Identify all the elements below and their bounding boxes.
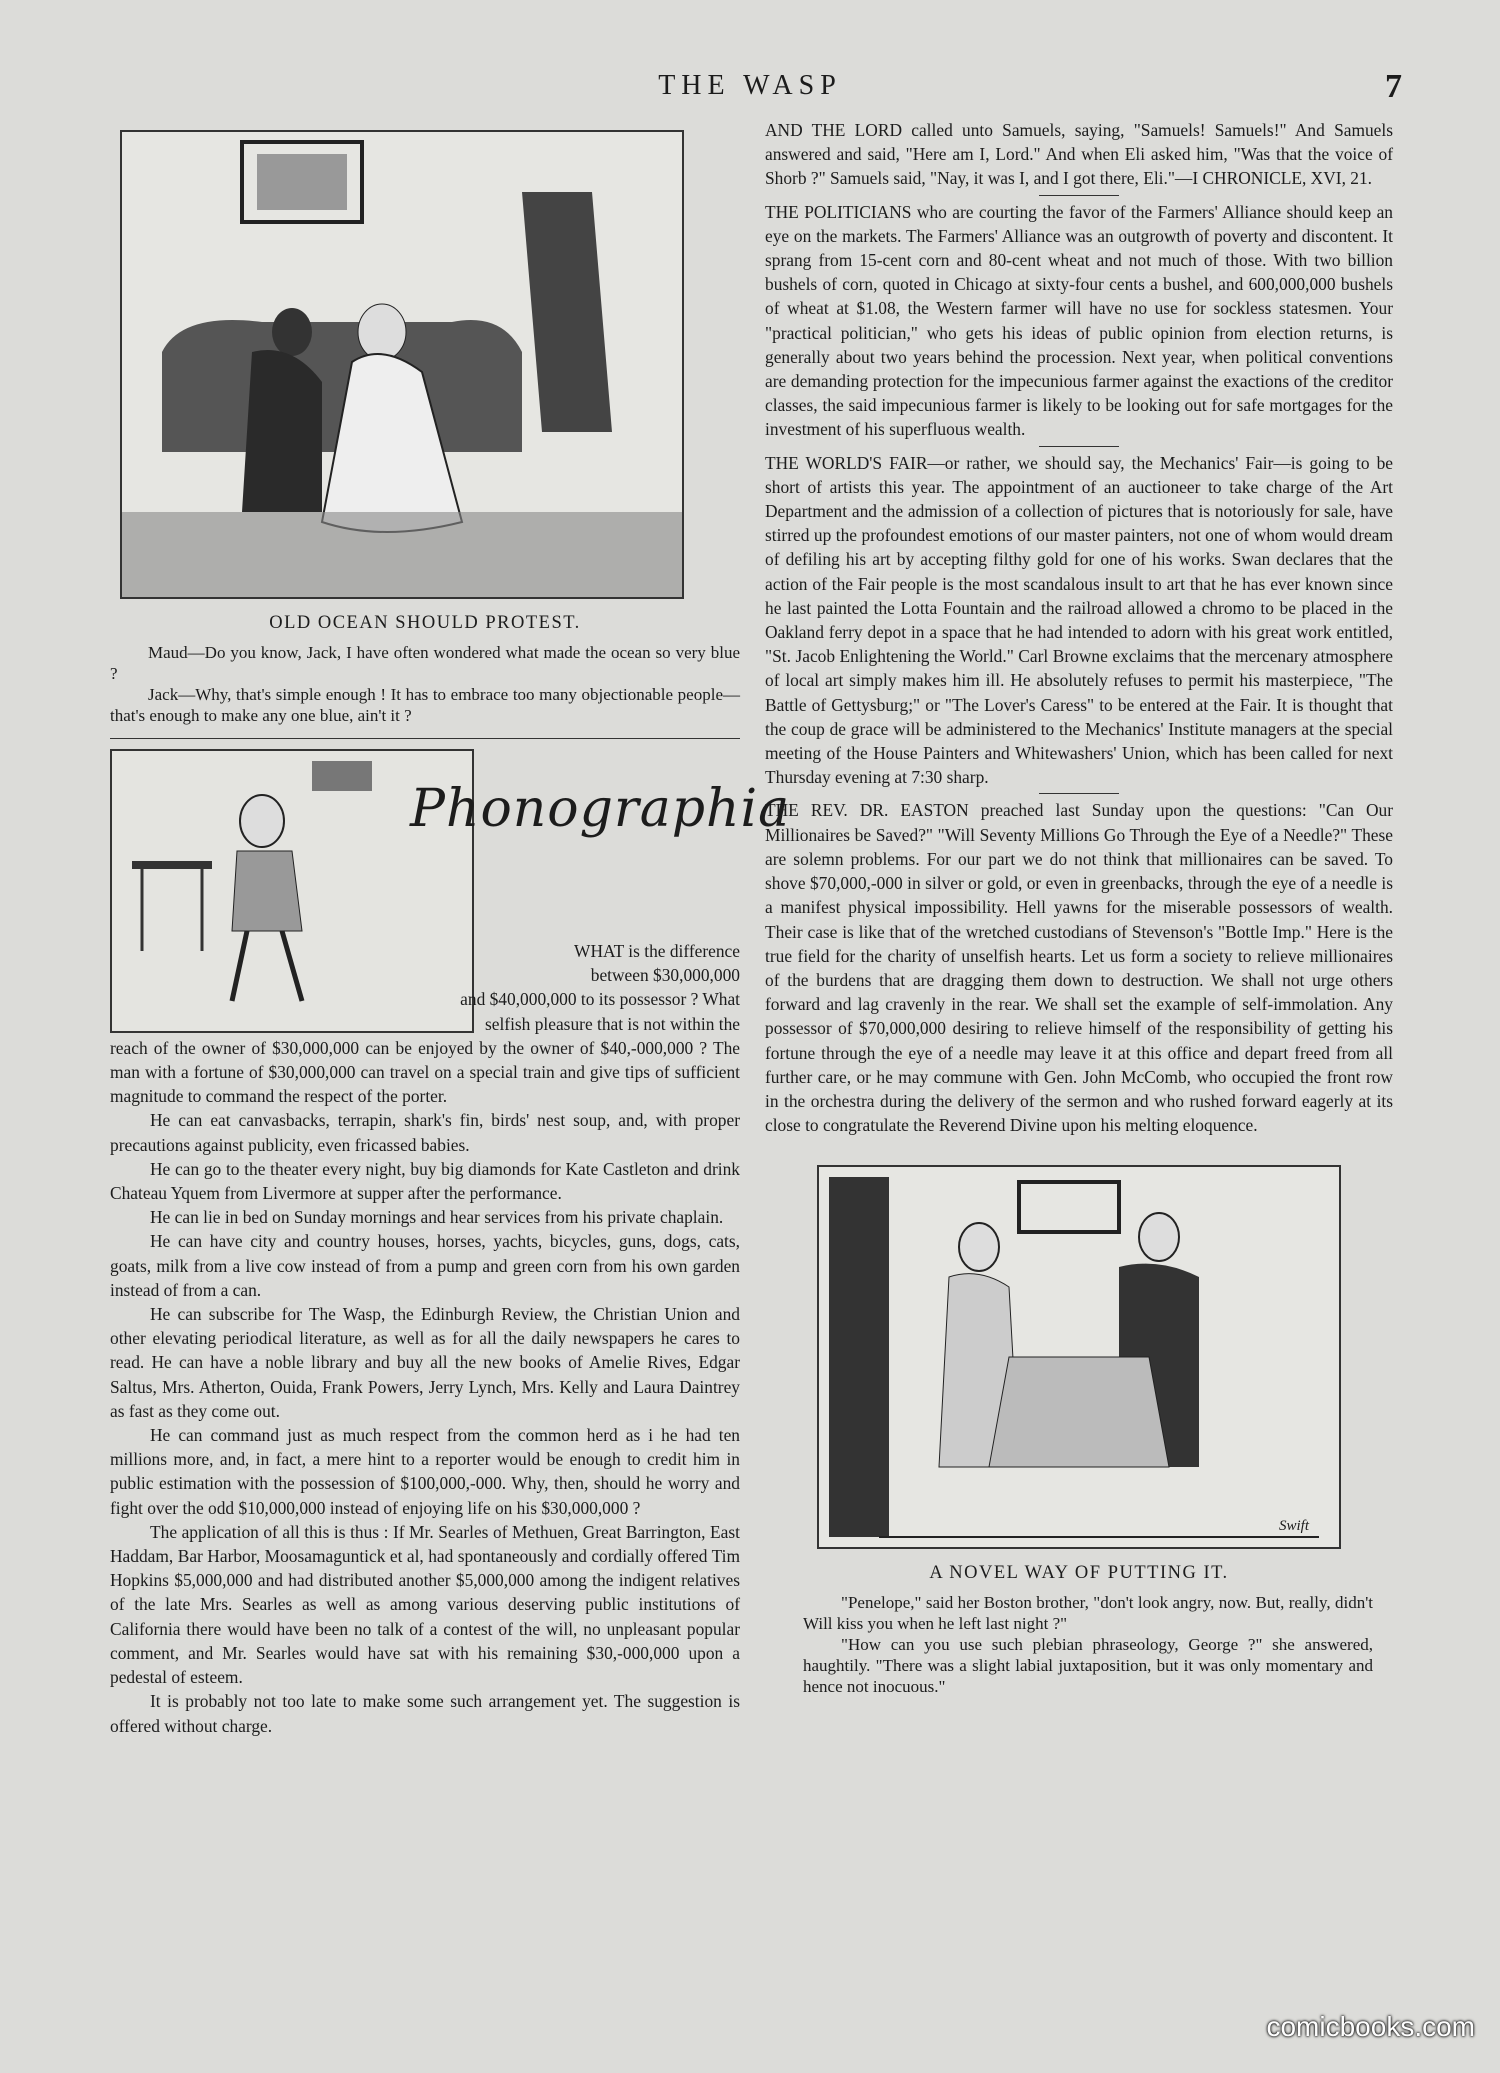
cartoon-old-ocean-title: OLD OCEAN SHOULD PROTEST.: [269, 613, 581, 633]
article-paragraph: He can have city and country houses, horses, yachts, bicycles, guns, dogs, cats, goats, milk from a live cow instead of from a pump and green corn from his own garden instead of from a can.: [110, 1231, 740, 1300]
article-paragraph: reach of the owner of $30,000,000 can be enjoyed by the owner of $40,-000,000 ? The man with a fortune of $30,000,000 can travel on a special train and give tips of sufficient magnitude to command the respect of the porter.: [110, 1037, 740, 1107]
section-divider: [110, 738, 740, 739]
masthead: THE WASP: [658, 70, 842, 101]
intro-line: between $30,000,000: [590, 965, 740, 986]
left-column: [110, 130, 791, 1738]
editorial-item: AND THE LORD called unto Samuels, saying, "Samuels! Samuels!" And Samuels answered and said, "Here am I, Lord." And when Eli asked him, "Was that the voice of Shorb ?" Samuels said, "Nay, it was I, and I got there, Eli."—I CHRONICLE, XVI, 21.: [765, 120, 1393, 189]
cartoon-novel-way-dialogue: [765, 1592, 1393, 1697]
article-intro-cont: [410, 987, 740, 1035]
editorial-item: THE REV. DR. EASTON preached last Sunday upon the questions: "Can Our Millionaires be Saved?" "Will Seventy Millions Go Through the Eye of a Needle?" These are solemn problems. For our part we do not think that millionaires can be saved. To shove $70,000,-000 in silver or gold, or even in greenbacks, through the eye of a needle is a manifest physical impossibility. Hell yawns for the miserable possessors of wealth. Their case is like that of the wretched custodians of Stevenson's "Bottle Imp." Here is the true field for the charity of unselfish hearts. Let us form a society to relieve millionaires of the burdens that are dragging them down to destruction. We shall not urge others forward and lag cravenly in the rear. We shall set the example of self-immolation. Any possessor of $70,000,000 desiring to relieve himself of the responsibility of getting his fortune through the eye of a needle may leave it at this office and depart freed from all further care, or he may commune with Gen. John McComb, who occupied the front row in the orchestra during the delivery of the sermon and who rushed forward eagerly at its close to congratulate the Reverend Divine upon his melting eloquence.: [765, 800, 1393, 1136]
intro-line: WHAT is the difference: [574, 941, 740, 961]
item-divider: [1039, 195, 1119, 196]
article-paragraph: The application of all this is thus : If Mr. Searles of Methuen, Great Barrington, East Haddam, Bar Harbor, Moosamaguntick et al, had spontaneously and cordially offered Tim Hopkins $5,000,000 and had distributed another $5,000,000 among the indigent relatives of the late Mrs. Searles as well as among various deserving public institutions of California there would have been no talk of a contest of the will, no unpleasant popular comment, and Mr. Searles would have sat with his remaining $30,-000,000 upon a pedestal of esteem.: [110, 1521, 740, 1688]
page-number: 7: [1385, 68, 1402, 105]
article-paragraph: He can eat canvasbacks, terrapin, shark's fin, birds' nest soup, and, with proper precautions against publicity, even fricassed babies.: [110, 1110, 740, 1155]
article-intro: [470, 939, 740, 987]
cartoon-novel-way-illustration: [817, 1165, 1341, 1549]
article-paragraph: He can command just as much respect from the common herd as i he had ten millions more, and, in fact, a mere hint to a reporter would be enough to credit him in public estimation with the possession of $100,000,-000. Why, then, should he worry and fight over the odd $10,000,000 instead of enjoying life on his $30,000,000 ?: [110, 1425, 740, 1518]
dialogue-line: Jack—Why, that's simple enough ! It has to embrace too many objectionable people—that's enough to make any one blue, ain't it ?: [110, 685, 740, 725]
cartoon-old-ocean-dialogue: [110, 642, 740, 726]
item-divider: [1039, 446, 1119, 447]
phonographia-heading: Phonographia: [410, 779, 791, 839]
editorial-item: THE POLITICIANS who are courting the favor of the Farmers' Alliance should keep an eye on the markets. The Farmers' Alliance was an outgrowth of poverty and discontent. It sprang from 15-cent corn and 80-cent wheat and not much of those. With two billion bushels of corn, quoted in Chicago at sixty-four cents a bushel, and 600,000,000 bushels of wheat at $1.08, the Western farmer will have no use for sockless statesmen. Your "practical politician," who gets his ideas of public opinion from election returns, is generally about two years behind the procession. Next year, when political conventions are demanding protection for the impecunious farmer against the exactions of the creditor classes, the said impecunious farmer is likely to be looking out for safe mortgages for the investment of his superfluous wealth.: [765, 201, 1393, 440]
editorial-item: THE WORLD'S FAIR—or rather, we should say, the Mechanics' Fair—is going to be short of artists this year. The appointment of an auctioneer to take charge of the Art Department and the admission of a collection of pictures that is notoriously for sale, have stirred up the profoundest emotions of our master painters, not one of whom would dream of defiling his art by accepting filthy gold for one of his works. Swan declares that the action of the Fair people is the most scandalous insult to art that he has ever known since he last painted the Lotta Fountain and the railroad allowed a chromo to be placed in the Oakland ferry depot in a space that he had intended to adorn with his great work entitled, "St. Jacob Enlightening the World." Carl Browne exclaims that the mercenary atmosphere of local art simply makes him ill. He absolutely refuses to permit his masterpiece, "The Battle of Gettysburg;" or "The Lover's Caress" to be entered at the Fair. It is thought that the coup de grace will be administered to the Mechanics' Institute managers at the special meeting of the House Painters and Whitewashers' Union, which has been called for next Thursday evening at 7:30 sharp.: [765, 452, 1393, 788]
cartoon-old-ocean-illustration: [120, 130, 684, 599]
article-paragraph: He can lie in bed on Sunday mornings and hear services from his private chaplain.: [150, 1207, 724, 1228]
parlor-scene-drawing: [122, 132, 682, 597]
dining-scene-drawing: [819, 1167, 1339, 1547]
right-column: [765, 118, 1393, 1697]
artist-signature: Swift: [1278, 1518, 1309, 1535]
dialogue-line: "How can you use such plebian phraseology, George ?" she answered, haughtily. "There was a slight labial juxtaposition, but it was only momentary and hence not inocuous.": [803, 1635, 1373, 1697]
phonographia-article: [110, 939, 740, 1738]
dialogue-line: "Penelope," said her Boston brother, "don't look angry, now. But, really, didn't Will kiss you when he left last night ?": [803, 1593, 1373, 1634]
article-paragraph: He can subscribe for The Wasp, the Edinburgh Review, the Christian Union and other elevating periodical literature, as well as for all the daily newspapers he cares to read. He can have a noble library and buy all the new books of Amelie Rives, Edgar Saltus, Mrs. Atherton, Ouida, Frank Powers, Jerry Lynch, Mrs. Kelly and Laura Daintrey as fast as they come out.: [110, 1304, 740, 1421]
intro-line: selfish pleasure that is not within the: [484, 1013, 740, 1034]
article-paragraph: It is probably not too late to make some such arrangement yet. The suggestion is offered without charge.: [110, 1691, 740, 1736]
intro-line: and $40,000,000 to its possessor ? What: [460, 989, 740, 1010]
article-paragraph: He can go to the theater every night, buy big diamonds for Kate Castleton and drink Chateau Yquem from Livermore at supper after the performance.: [110, 1158, 740, 1204]
site-watermark: comicbooks.com: [1266, 2011, 1475, 2042]
item-divider: [1039, 793, 1119, 794]
dialogue-line: Maud—Do you know, Jack, I have often wondered what made the ocean so very blue ?: [110, 643, 740, 683]
cartoon-novel-way-title: A NOVEL WAY OF PUTTING IT.: [929, 1563, 1229, 1584]
